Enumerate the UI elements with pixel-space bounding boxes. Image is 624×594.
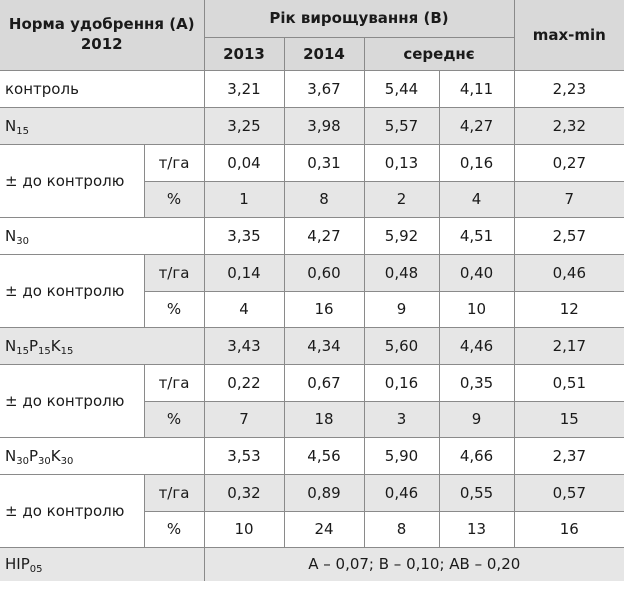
cell: 13 <box>439 511 514 547</box>
cell: 3,53 <box>204 437 284 474</box>
cell: 0,27 <box>514 144 624 181</box>
header-norm-label: Норма удобрення (A) <box>8 15 195 34</box>
cell: 2,57 <box>514 217 624 254</box>
hir-value: A – 0,07; B – 0,10; AB – 0,20 <box>204 547 624 581</box>
row-npk15 <box>0 327 624 364</box>
cell: 0,48 <box>364 254 439 291</box>
cell: 0,16 <box>439 144 514 181</box>
row-hir <box>0 547 624 581</box>
row-n30 <box>0 217 624 254</box>
cell: 2,37 <box>514 437 624 474</box>
cell: 0,67 <box>284 364 364 401</box>
cell: 5,92 <box>364 217 439 254</box>
cell: 3,25 <box>204 107 284 144</box>
unit-p: % <box>144 181 204 217</box>
header-mean: середнє <box>364 37 514 70</box>
cell: 2,32 <box>514 107 624 144</box>
cell: 4 <box>204 291 284 327</box>
unit-p: % <box>144 291 204 327</box>
unit-t: т/га <box>144 144 204 181</box>
cell: 3 <box>364 401 439 437</box>
cell: 0,51 <box>514 364 624 401</box>
row-label: $N_{15}P_{15}K_{15}$ <box>0 327 204 364</box>
cell: 8 <box>364 511 439 547</box>
cell: 4,27 <box>439 107 514 144</box>
cell: 0,04 <box>204 144 284 181</box>
cell: 4,66 <box>439 437 514 474</box>
unit-t: т/га <box>144 254 204 291</box>
row-n30-diff-t <box>0 254 624 291</box>
cell: 3,98 <box>284 107 364 144</box>
row-n15-diff-t <box>0 144 624 181</box>
cell: 5,90 <box>364 437 439 474</box>
cell: 2,23 <box>514 70 624 107</box>
cell: 5,44 <box>364 70 439 107</box>
cell: 0,31 <box>284 144 364 181</box>
cell: 2,17 <box>514 327 624 364</box>
row-label: $N_{30}$ <box>0 217 204 254</box>
diff-label: ± до контролю <box>0 364 144 437</box>
header-2014: 2014 <box>284 37 364 70</box>
cell: 10 <box>439 291 514 327</box>
cell: 0,32 <box>204 474 284 511</box>
cell: 0,22 <box>204 364 284 401</box>
cell: 18 <box>284 401 364 437</box>
cell: 7 <box>514 181 624 217</box>
cell: 0,14 <box>204 254 284 291</box>
cell: 4,34 <box>284 327 364 364</box>
cell: 16 <box>284 291 364 327</box>
cell: 5,60 <box>364 327 439 364</box>
cell: 5,57 <box>364 107 439 144</box>
diff-label: ± до контролю <box>0 144 144 217</box>
cell: 1 <box>204 181 284 217</box>
cell: 0,40 <box>439 254 514 291</box>
cell: 0,57 <box>514 474 624 511</box>
cell: 7 <box>204 401 284 437</box>
cell: 4 <box>439 181 514 217</box>
header-norm <box>0 0 204 70</box>
cell: 3,21 <box>204 70 284 107</box>
cell: 0,55 <box>439 474 514 511</box>
row-npk30-diff-t <box>0 474 624 511</box>
cell: 0,35 <box>439 364 514 401</box>
cell: 3,35 <box>204 217 284 254</box>
cell: 2 <box>364 181 439 217</box>
cell: 0,46 <box>364 474 439 511</box>
unit-p: % <box>144 401 204 437</box>
row-n15 <box>0 107 624 144</box>
cell: 10 <box>204 511 284 547</box>
cell: 0,60 <box>284 254 364 291</box>
row-label: $N_{30}P_{30}K_{30}$ <box>0 437 204 474</box>
cell: 0,13 <box>364 144 439 181</box>
cell: 3,43 <box>204 327 284 364</box>
cell: 12 <box>514 291 624 327</box>
diff-label: ± до контролю <box>0 474 144 547</box>
cell: 9 <box>439 401 514 437</box>
unit-t: т/га <box>144 474 204 511</box>
header-maxmin: max-min <box>514 0 624 70</box>
cell: 4,51 <box>439 217 514 254</box>
row-label: $HIP_{05}$ <box>0 547 204 581</box>
cell: 4,11 <box>439 70 514 107</box>
unit-t: т/га <box>144 364 204 401</box>
cell: 15 <box>514 401 624 437</box>
header-2013: 2013 <box>204 37 284 70</box>
cell: 9 <box>364 291 439 327</box>
row-npk30 <box>0 437 624 474</box>
cell: 0,89 <box>284 474 364 511</box>
diff-label: ± до контролю <box>0 254 144 327</box>
cell: 8 <box>284 181 364 217</box>
cell: 16 <box>514 511 624 547</box>
cell: 3,67 <box>284 70 364 107</box>
cell: 4,27 <box>284 217 364 254</box>
cell: 0,16 <box>364 364 439 401</box>
cell: 4,46 <box>439 327 514 364</box>
row-npk15-diff-t <box>0 364 624 401</box>
cell: 24 <box>284 511 364 547</box>
row-label: контроль <box>0 70 204 107</box>
header-growing-year: Рік вирощування (B) <box>204 0 514 37</box>
header-year-2012: 2012 <box>80 34 123 53</box>
row-control <box>0 70 624 107</box>
cell: 4,56 <box>284 437 364 474</box>
row-label: $N_{15}$ <box>0 107 204 144</box>
cell: 0,46 <box>514 254 624 291</box>
unit-p: % <box>144 511 204 547</box>
